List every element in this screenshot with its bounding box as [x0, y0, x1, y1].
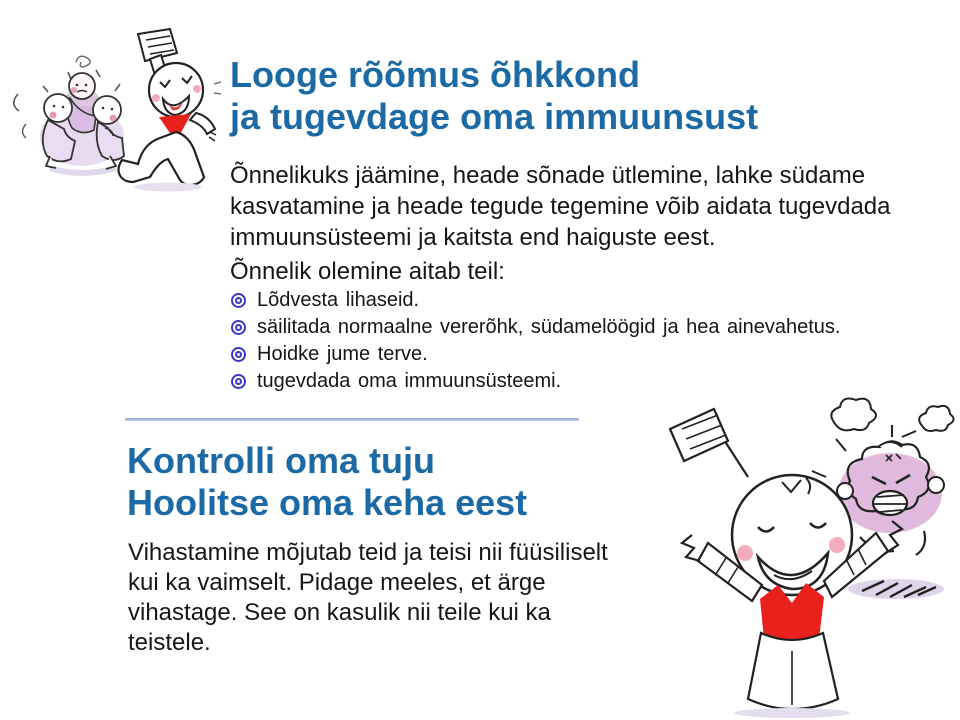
section1-title-line1: Looge rõõmus õhkkond — [230, 54, 640, 95]
double-circle-bullet-icon — [231, 320, 246, 335]
section1-list-intro: Õnnelik olemine aitab teil: — [230, 258, 505, 285]
cartoon-anger-illustration — [640, 385, 958, 720]
section2-paragraph-line4: teistele. — [128, 629, 211, 656]
section1-title-line2: ja tugevdage oma immuunsust — [230, 96, 759, 137]
happy-character-with-angry-creature-illustration — [640, 385, 958, 720]
bullet-text: tugevdada oma immuunsüsteemi. — [257, 370, 562, 392]
section1-paragraph-line1: Õnnelikuks jäämine, heade sõnade ütlemine, lahke südame — [230, 162, 866, 189]
section1-paragraph-line2: kasvatamine ja heade tegude tegemine võib aidata tugevdada — [230, 193, 891, 220]
section2-paragraph — [128, 538, 608, 658]
section2-paragraph-line2: kui ka vaimselt. Pidage meeles, et ärge — [128, 569, 546, 596]
double-circle-bullet-icon — [231, 374, 246, 389]
bullet-item — [231, 314, 840, 341]
section1-paragraph-line3: immuunsüsteemi ja kaitsta end haiguste eest. — [230, 224, 716, 251]
bullet-text: Hoidke jume terve. — [257, 343, 428, 365]
cartoon-cheer-illustration — [10, 28, 222, 192]
section1-bullet-list — [231, 287, 840, 395]
happy-character-with-grumpy-group-illustration — [10, 28, 222, 192]
bullet-text: Lõdvesta lihaseid. — [257, 289, 420, 311]
double-circle-bullet-icon — [231, 293, 246, 308]
section2-title-line2: Hoolitse oma keha eest — [127, 482, 528, 523]
section2-paragraph-line3: vihastage. See on kasulik nii teile kui ka — [128, 599, 551, 626]
bullet-item — [231, 341, 840, 368]
section2-title — [127, 440, 527, 524]
bullet-item — [231, 287, 840, 314]
section1-title — [230, 54, 758, 138]
double-circle-bullet-icon — [231, 347, 246, 362]
section2-paragraph-line1: Vihastamine mõjutab teid ja teisi nii füüsiliselt — [128, 539, 608, 566]
section2-title-line1: Kontrolli oma tuju — [127, 440, 435, 481]
section1-paragraph — [230, 160, 890, 253]
section-divider — [125, 418, 579, 421]
bullet-text: säilitada normaalne vererõhk, südamelöögid ja hea ainevahetus. — [257, 316, 841, 338]
